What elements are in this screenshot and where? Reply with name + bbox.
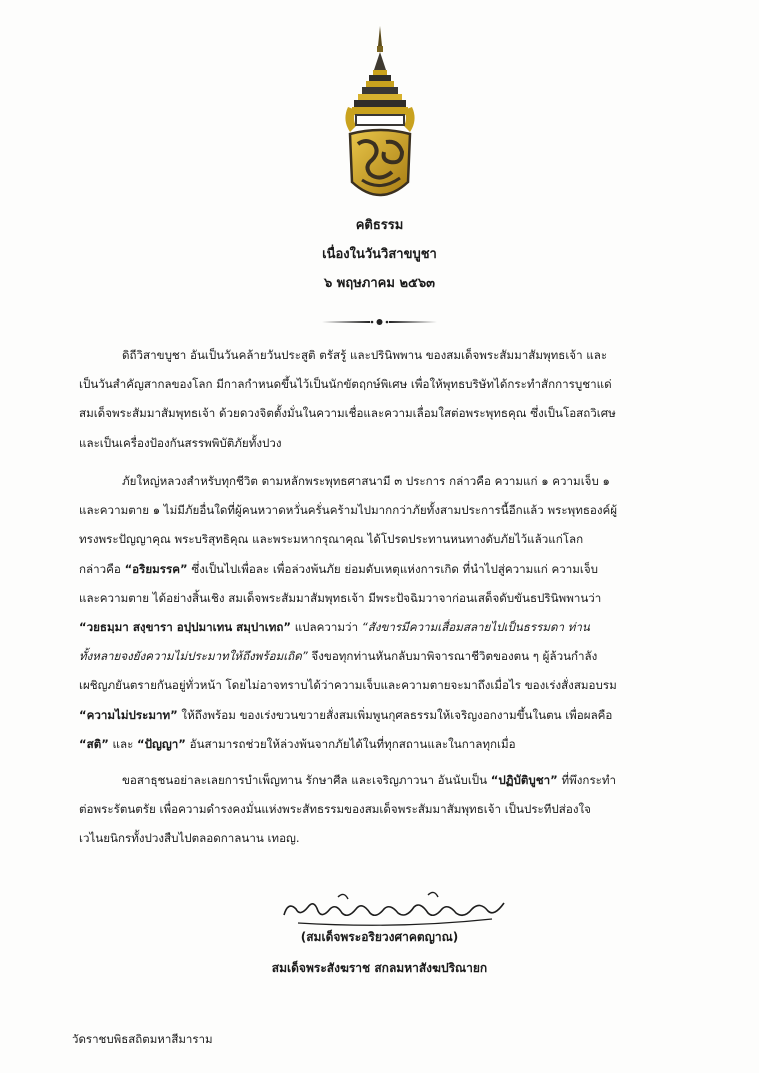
paragraph-2-line-2: และความตาย ๑ ไม่มีภัยอื่นใดที่ผู้คนหวาดหวั่นครั่นคร้ามไปมากกว่าภัยทั้งสามประการนี้อีกแล้ว พระพุทธองค์ผู้ bbox=[79, 503, 618, 518]
pali-quote: “วยธมฺมา สงฺขารา อปฺปมาเทน สมฺปาเทถ” bbox=[79, 620, 292, 635]
term-appamada: “ความไม่ประมาท” bbox=[79, 707, 178, 722]
paragraph-3-line-3: เวไนยนิกรทั้งปวงสืบไปตลอดกาลนาน เทอญ. bbox=[79, 831, 300, 846]
document-subtitle: เนื่องในวันวิสาขบูชา bbox=[322, 247, 437, 262]
paragraph-2 bbox=[79, 467, 690, 759]
paragraph-2-line-1: ภัยใหญ่หลวงสำหรับทุกชีวิต ตามหลักพระพุทธศาสนามี ๓ ประการ กล่าวคือ ความแก่ ๑ ความเจ็บ ๑ bbox=[122, 474, 610, 488]
term-ariyamagga: “อริยมรรค” bbox=[124, 561, 188, 576]
paragraph-3 bbox=[79, 766, 690, 854]
paragraph-1-line-3: สมเด็จพระสัมมาสัมพุทธเจ้า ด้วยดวงจิตตั้งมั่นในความเชื่อและความเลื่อมใสต่อพระพุทธคุณ ซึ่งเป็นโอสถวิเศษ bbox=[79, 406, 616, 421]
paragraph-3-line-1: ขอสาธุชนอย่าละเลยการบำเพ็ญทาน รักษาศีล และเจริญภาวนา อันนับเป็น “ปฏิบัติบูชา” ที่พึงกระทำ bbox=[122, 773, 617, 787]
paragraph-2-line-5: และความตาย ได้อย่างสิ้นเชิง สมเด็จพระสัมมาสัมพุทธเจ้า มีพระปัจฉิมวาจาก่อนเสด็จดับขันธปรินิพพานว่า bbox=[79, 590, 602, 605]
royal-crown-emblem-icon bbox=[336, 22, 424, 212]
paragraph-2-line-7: ทั้งหลายจงยังความไม่ประมาทให้ถึงพร้อมเถิด” จึงขอทุกท่านหันกลับมาพิจารณาชีวิตของตน ๆ ผู้ล้วนกำลัง bbox=[79, 649, 598, 664]
term-patibatibucha: “ปฏิบัติบูชา” bbox=[490, 773, 558, 787]
footer-location: วัดราชบพิธสถิตมหาสีมาราม bbox=[72, 1032, 213, 1046]
paragraph-1-line-1: ดิถีวิสาขบูชา อันเป็นวันคล้ายวันประสูติ ตรัสรู้ และปรินิพพาน ของสมเด็จพระสัมมาสัมพุทธเจ้า และ bbox=[122, 348, 608, 362]
translation-quote-part-2: ทั้งหลายจงยังความไม่ประมาทให้ถึงพร้อมเถิด” bbox=[79, 649, 308, 664]
paragraph-2-line-8: เผชิญภยันตรายกันอยู่ทั่วหน้า โดยไม่อาจทราบได้ว่าความเจ็บและความตายจะมาถึงเมื่อไร ของเร่งสั่งสมอบรม bbox=[79, 678, 617, 693]
document-date: ๖ พฤษภาคม ๒๕๖๓ bbox=[324, 276, 435, 291]
paragraph-1-line-4: และเป็นเครื่องป้องกันสรรพพิบัติภัยทั้งปวง bbox=[79, 435, 282, 450]
document-title: คติธรรม bbox=[355, 218, 404, 233]
ornamental-divider-icon bbox=[322, 317, 437, 327]
paragraph-2-line-3: ทรงพระปัญญาคุณ พระบริสุทธิคุณ และพระมหากรุณาคุณ ได้โปรดประทานหนทางดับภัยไว้แล้วแก่โลก bbox=[79, 532, 584, 547]
term-sati: “สติ” bbox=[79, 736, 109, 751]
paragraph-1-line-2: เป็นวันสำคัญสากลของโลก มีกาลกำหนดขึ้นไว้เป็นนักขัตฤกษ์พิเศษ เพื่อให้พุทธบริษัทได้กระทำสักการบูชาแด่ bbox=[79, 377, 612, 392]
signatory-name: (สมเด็จพระอริยวงศาคตญาณ) bbox=[300, 930, 459, 944]
handwritten-signature bbox=[278, 889, 510, 931]
translation-quote-part-1: “สังขารมีความเสื่อมสลายไปเป็นธรรมดา ท่าน bbox=[361, 620, 590, 635]
paragraph-2-line-6: “วยธมฺมา สงฺขารา อปฺปมาเทน สมฺปาเทถ” แปลความว่า “สังขารมีความเสื่อมสลายไปเป็นธรรมดา ท่าน bbox=[79, 620, 590, 635]
paragraph-2-line-4: กล่าวคือ “อริยมรรค” ซึ่งเป็นไปเพื่อละ เพื่อล่วงพ้นภัย ย่อมดับเหตุแห่งการเกิด ที่นำไปสู่ความแก่ ความเจ็บ bbox=[79, 561, 599, 576]
signatory-title: สมเด็จพระสังฆราช สกลมหาสังฆปริณายก bbox=[271, 961, 488, 975]
paragraph-2-line-9: “ความไม่ประมาท” ให้ถึงพร้อม ของเร่งขวนขวายสั่งสมเพิ่มพูนกุศลธรรมให้เจริญงอกงามขึ้นในตน เพื่อผลคือ bbox=[79, 707, 613, 722]
paragraph-2-line-10: “สติ” และ “ปัญญา” อันสามารถช่วยให้ล่วงพ้นจากภัยได้ในที่ทุกสถานและในกาลทุกเมื่อ bbox=[79, 736, 516, 751]
term-panya: “ปัญญา” bbox=[137, 736, 186, 751]
paragraph-3-line-2: ต่อพระรัตนตรัย เพื่อความดำรงคงมั่นแห่งพระสัทธรรมของสมเด็จพระสัมมาสัมพุทธเจ้า เป็นประทีปส่องใจ bbox=[79, 802, 591, 817]
paragraph-1 bbox=[79, 341, 690, 458]
